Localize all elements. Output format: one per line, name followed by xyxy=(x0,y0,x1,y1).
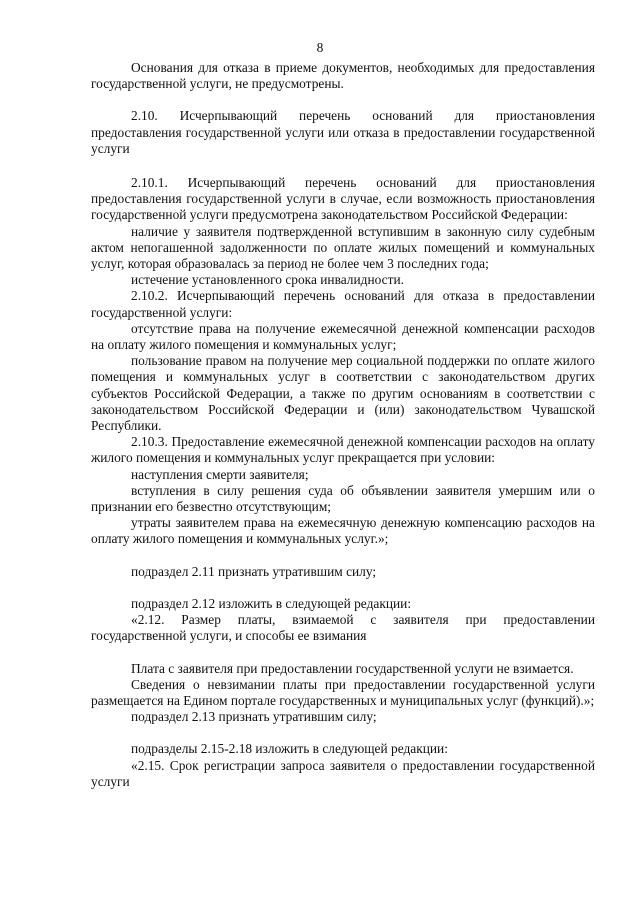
paragraph: «2.15. Срок регистрации запроса заявителя о предоставлении государственной услуги xyxy=(91,757,595,789)
paragraph: вступления в силу решения суда об объявлении заявителя умершим или о признании его безвестно отсутствующим; xyxy=(91,482,595,515)
paragraph-spacer xyxy=(91,157,595,175)
paragraph-spacer xyxy=(91,645,595,661)
paragraph: 2.10. Исчерпывающий перечень оснований для приостановления предоставления государственной услуги или отказа в предоставлении государственной услуги xyxy=(91,108,595,156)
paragraph: Основания для отказа в приеме документов, необходимых для предоставления государственной услуги, не предусмотрены. xyxy=(91,60,595,92)
paragraph: отсутствие права на получение ежемесячной денежной компенсации расходов на оплату жилого помещения и коммунальных услуг; xyxy=(91,320,595,353)
paragraph: подраздел 2.12 изложить в следующей редакции: xyxy=(131,595,412,611)
paragraph: утраты заявителем права на ежемесячную денежную компенсацию расходов на оплату жилого помещения и коммунальных услуг.»; xyxy=(91,515,595,547)
paragraph: истечение установленного срока инвалидности. xyxy=(131,272,404,288)
paragraph: Плата с заявителя при предоставлении государственной услуги не взимается. xyxy=(131,660,574,676)
paragraph: 2.10.1. Исчерпывающий перечень оснований для приостановления предоставления государственной услуги в случае, если возможность приостановления государственной услуги предусмотрена законодательством Российской Федерации: xyxy=(91,175,595,223)
paragraph: подразделы 2.15-2.18 изложить в следующей редакции: xyxy=(131,741,448,757)
paragraph: наступления смерти заявителя; xyxy=(131,466,309,482)
paragraph-spacer xyxy=(91,580,595,596)
paragraph: 2.10.2. Исчерпывающий перечень оснований для отказа в предоставлении государственной услуги: xyxy=(91,288,595,320)
paragraph: подраздел 2.13 признать утратившим силу; xyxy=(131,709,377,725)
page-number: 8 xyxy=(316,40,324,55)
paragraph: наличие у заявителя подтвержденной вступившим в законную силу судебным актом непогашенной задолженности по оплате жилых помещений и коммунальных услуг, которая образовалась за период не более чем 3 последних года; xyxy=(91,223,595,272)
paragraph-spacer xyxy=(91,725,595,741)
paragraph-spacer xyxy=(91,548,595,564)
paragraph: 2.10.3. Предоставление ежемесячной денежной компенсации расходов на оплату жилого помещения и коммунальных услуг прекращается при условии: xyxy=(91,434,595,466)
paragraph: Сведения о невзимании платы при предоставлении государственной услуги размещается на Едином портале государственных и муниципальных услуг (функций).»; xyxy=(91,676,595,708)
paragraph: пользование правом на получение мер социальной поддержки по оплате жилого помещения и коммунальных услуг в соответствии с законодательством других субъектов Российской Федерации, а также по другим основаниям в соответствии с законодательством Российской Федерации и (или) законодательством Чувашской Республики. xyxy=(91,353,595,434)
paragraph: «2.12. Размер платы, взимаемой с заявителя при предоставлении государственной услуги, и способы ее взимания xyxy=(91,612,595,644)
paragraph-spacer xyxy=(91,92,595,108)
document-body xyxy=(91,60,595,790)
paragraph: подраздел 2.11 признать утратившим силу; xyxy=(131,563,377,579)
